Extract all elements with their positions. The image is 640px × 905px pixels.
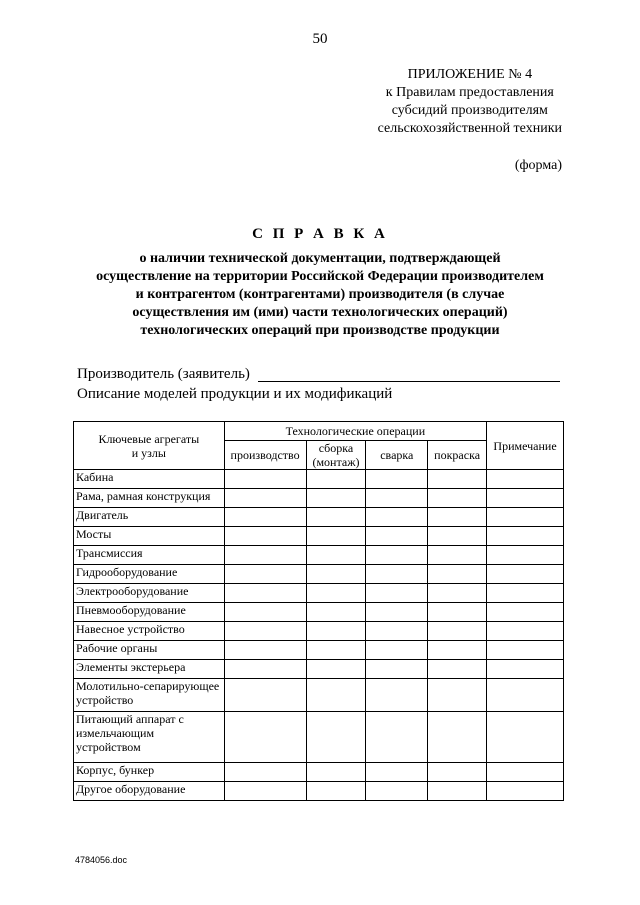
cell-assembly[interactable]	[306, 470, 366, 489]
cell-note[interactable]	[487, 712, 564, 763]
cell-painting[interactable]	[428, 622, 487, 641]
cell-welding[interactable]	[366, 546, 428, 565]
cell-note[interactable]	[487, 489, 564, 508]
table-row	[74, 622, 564, 641]
cell-production[interactable]	[224, 489, 306, 508]
row-label: Молотильно-сепарирующее устройство	[74, 679, 225, 712]
header-welding: сварка	[366, 441, 428, 470]
table-body	[74, 470, 564, 801]
row-label: Рама, рамная конструкция	[74, 489, 225, 508]
cell-welding[interactable]	[366, 565, 428, 584]
cell-painting[interactable]	[428, 603, 487, 622]
cell-assembly[interactable]	[306, 763, 366, 782]
subtitle-line-1: о наличии технической документации, подтверждающей	[139, 251, 501, 266]
subtitle-line-2: осуществление на территории Российской Федерации производителем	[96, 269, 544, 284]
header-painting: покраска	[428, 441, 487, 470]
cell-assembly[interactable]	[306, 546, 366, 565]
table-row	[74, 712, 564, 763]
cell-production[interactable]	[224, 565, 306, 584]
cell-welding[interactable]	[366, 782, 428, 801]
row-label: Другое оборудование	[74, 782, 225, 801]
cell-production[interactable]	[224, 603, 306, 622]
table-row	[74, 527, 564, 546]
form-label: (форма)	[514, 158, 562, 173]
row-label: Элементы экстерьера	[74, 660, 225, 679]
cell-welding[interactable]	[366, 679, 428, 712]
cell-welding[interactable]	[366, 660, 428, 679]
table-row	[74, 489, 564, 508]
cell-note[interactable]	[487, 508, 564, 527]
appendix-line-4: сельскохозяйственной техники	[377, 121, 562, 136]
cell-welding[interactable]	[366, 584, 428, 603]
cell-note[interactable]	[487, 641, 564, 660]
cell-painting[interactable]	[428, 565, 487, 584]
cell-production[interactable]	[224, 679, 306, 712]
row-label: Двигатель	[74, 508, 225, 527]
row-label: Рабочие органы	[74, 641, 225, 660]
cell-assembly[interactable]	[306, 641, 366, 660]
cell-assembly[interactable]	[306, 679, 366, 712]
cell-note[interactable]	[487, 470, 564, 489]
cell-assembly[interactable]	[306, 565, 366, 584]
cell-painting[interactable]	[428, 546, 487, 565]
subtitle-line-4: осуществления им (ими) части технологических операций)	[132, 305, 508, 320]
operations-table	[73, 421, 564, 801]
cell-welding[interactable]	[366, 712, 428, 763]
cell-production[interactable]	[224, 782, 306, 801]
table-row	[74, 679, 564, 712]
appendix-line-3: субсидий производителям	[391, 103, 548, 118]
cell-painting[interactable]	[428, 679, 487, 712]
cell-welding[interactable]	[366, 603, 428, 622]
cell-production[interactable]	[224, 546, 306, 565]
row-label: Кабина	[74, 470, 225, 489]
cell-production[interactable]	[224, 712, 306, 763]
cell-assembly[interactable]	[306, 712, 366, 763]
producer-input-line[interactable]	[258, 381, 560, 382]
cell-welding[interactable]	[366, 622, 428, 641]
cell-painting[interactable]	[428, 712, 487, 763]
cell-assembly[interactable]	[306, 489, 366, 508]
row-label: Пневмооборудование	[74, 603, 225, 622]
cell-painting[interactable]	[428, 763, 487, 782]
header-assembly: сборка (монтаж)	[306, 441, 366, 470]
document-title: С П Р А В К А	[252, 226, 388, 242]
header-note: Примечание	[487, 422, 564, 470]
cell-painting[interactable]	[428, 470, 487, 489]
cell-welding[interactable]	[366, 470, 428, 489]
page-number: 50	[312, 31, 328, 47]
cell-painting[interactable]	[428, 527, 487, 546]
cell-production[interactable]	[224, 584, 306, 603]
cell-note[interactable]	[487, 565, 564, 584]
cell-note[interactable]	[487, 622, 564, 641]
cell-assembly[interactable]	[306, 782, 366, 801]
document-subtitle	[60, 250, 580, 340]
cell-note[interactable]	[487, 660, 564, 679]
cell-production[interactable]	[224, 508, 306, 527]
row-label: Навесное устройство	[74, 622, 225, 641]
appendix-line-2: к Правилам предоставления	[385, 85, 554, 100]
cell-assembly[interactable]	[306, 584, 366, 603]
cell-production[interactable]	[224, 763, 306, 782]
row-label: Питающий аппарат с измельчающим устройством	[74, 712, 225, 763]
cell-note[interactable]	[487, 527, 564, 546]
cell-production[interactable]	[224, 622, 306, 641]
cell-assembly[interactable]	[306, 527, 366, 546]
cell-note[interactable]	[487, 679, 564, 712]
cell-painting[interactable]	[428, 584, 487, 603]
models-description-label: Описание моделей продукции и их модификаций	[77, 386, 393, 402]
header-tech-operations: Технологические операции	[224, 422, 486, 441]
table-row	[74, 470, 564, 489]
cell-note[interactable]	[487, 763, 564, 782]
table-row	[74, 763, 564, 782]
cell-note[interactable]	[487, 782, 564, 801]
header-key-units: Ключевые агрегаты и узлы	[74, 422, 225, 470]
cell-painting[interactable]	[428, 782, 487, 801]
cell-production[interactable]	[224, 660, 306, 679]
appendix-number: ПРИЛОЖЕНИЕ № 4	[407, 67, 533, 82]
cell-production[interactable]	[224, 470, 306, 489]
cell-welding[interactable]	[366, 641, 428, 660]
row-label: Гидрооборудование	[74, 565, 225, 584]
footer-document-name: 4784056.doc	[75, 855, 128, 865]
cell-welding[interactable]	[366, 508, 428, 527]
cell-note[interactable]	[487, 603, 564, 622]
cell-painting[interactable]	[428, 641, 487, 660]
table-row	[74, 603, 564, 622]
cell-assembly[interactable]	[306, 660, 366, 679]
cell-production[interactable]	[224, 527, 306, 546]
table-row	[74, 546, 564, 565]
row-label: Мосты	[74, 527, 225, 546]
row-label: Электрооборудование	[74, 584, 225, 603]
table-row	[74, 660, 564, 679]
cell-welding[interactable]	[366, 489, 428, 508]
cell-assembly[interactable]	[306, 603, 366, 622]
cell-note[interactable]	[487, 584, 564, 603]
cell-painting[interactable]	[428, 508, 487, 527]
table-row	[74, 565, 564, 584]
cell-welding[interactable]	[366, 527, 428, 546]
subtitle-line-5: технологических операций при производстве продукции	[140, 323, 500, 338]
table-row	[74, 508, 564, 527]
cell-welding[interactable]	[366, 763, 428, 782]
header-production: производство	[224, 441, 306, 470]
cell-production[interactable]	[224, 641, 306, 660]
appendix-header	[378, 66, 562, 138]
subtitle-line-3: и контрагентом (контрагентами) производителя (в случае	[135, 287, 505, 302]
producer-label: Производитель (заявитель)	[77, 366, 250, 382]
cell-note[interactable]	[487, 546, 564, 565]
row-label: Корпус, бункер	[74, 763, 225, 782]
table-row	[74, 641, 564, 660]
cell-assembly[interactable]	[306, 508, 366, 527]
cell-painting[interactable]	[428, 489, 487, 508]
cell-painting[interactable]	[428, 660, 487, 679]
table-row	[74, 584, 564, 603]
row-label: Трансмиссия	[74, 546, 225, 565]
cell-assembly[interactable]	[306, 622, 366, 641]
table-row	[74, 782, 564, 801]
